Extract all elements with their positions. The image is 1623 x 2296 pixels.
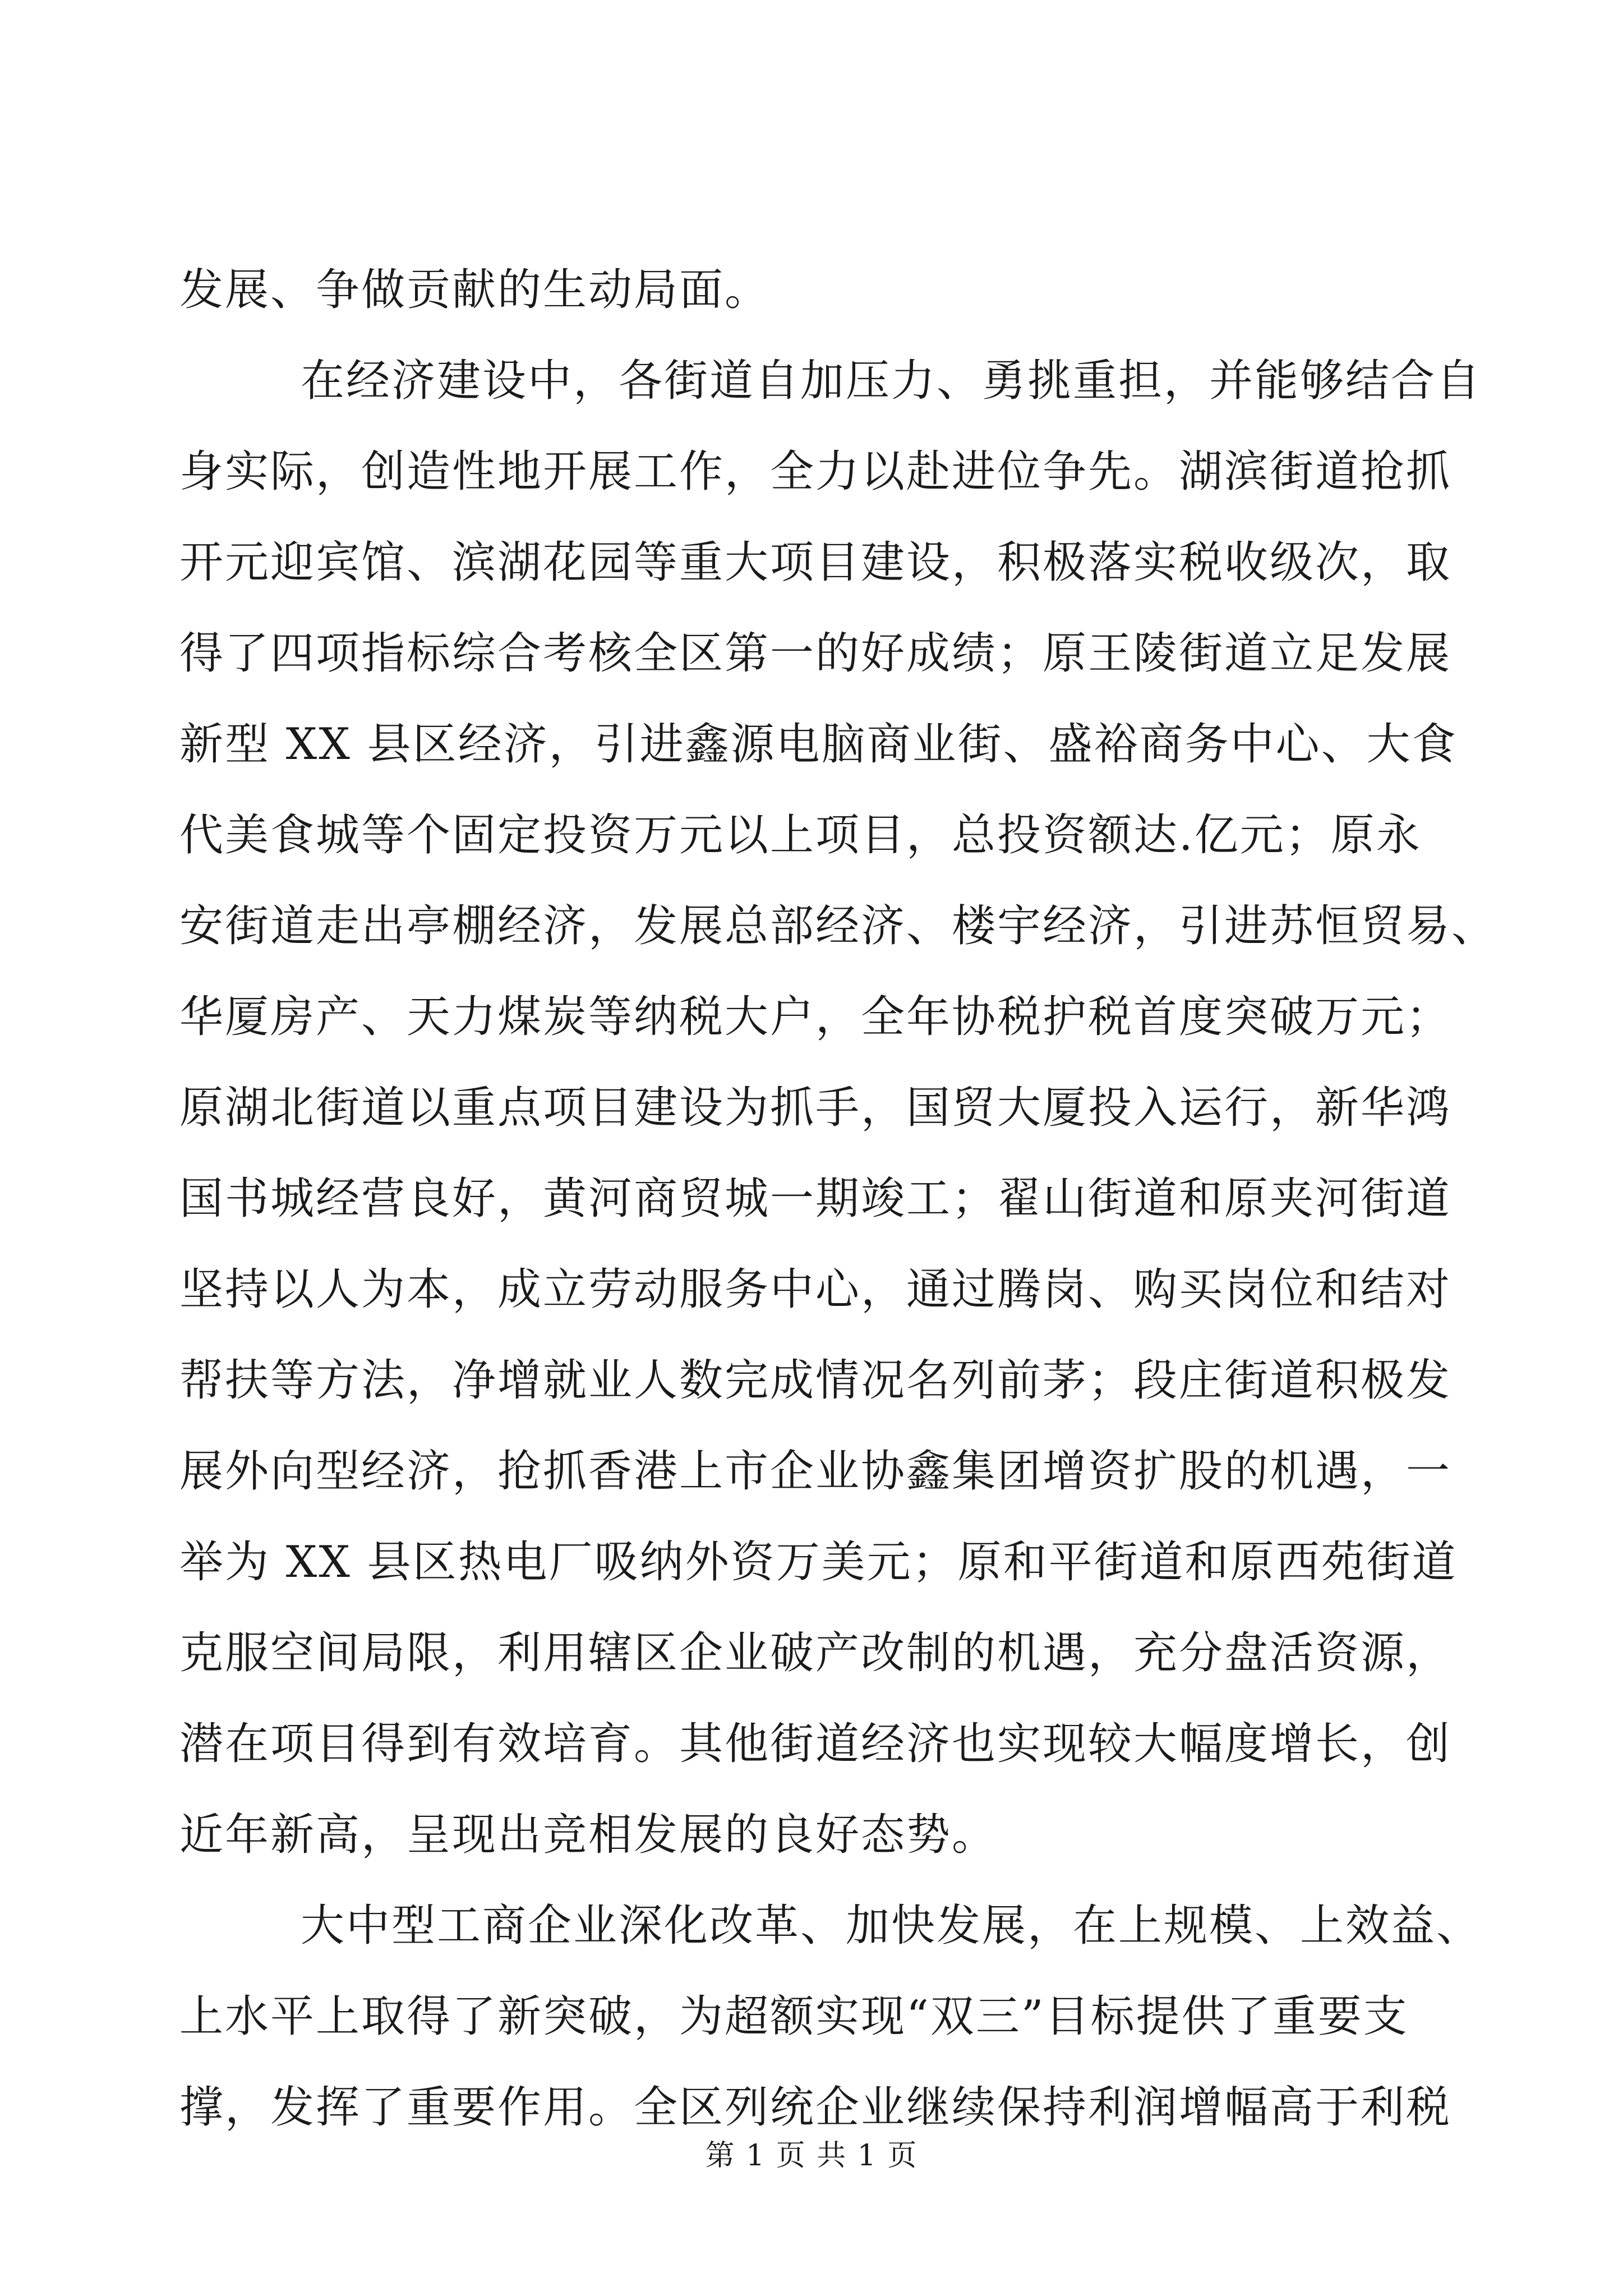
paragraph-first-line: 大中型工商企业深化改革、加快发展，在上规模、上效益、 <box>301 1901 1482 1951</box>
text-line: 克服空间局限，利用辖区企业破产改制的机遇，充分盘活资源， <box>179 1628 1452 1678</box>
text-line: 坚持以人为本，成立劳动服务中心，通过腾岗、购买岗位和结对 <box>179 1264 1452 1315</box>
text-line: 国书城经营良好，黄河商贸城一期竣工；翟山街道和原夹河街道 <box>179 1174 1452 1224</box>
page-number-footer: 第 1 页 共 1 页 <box>705 2139 918 2173</box>
text-line: 新型 XX 县区经济，引进鑫源电脑商业街、盛裕商务中心、大食 <box>179 719 1458 770</box>
text-line: 身实际，创造性地开展工作，全力以赴进位争先。湖滨街道抢抓 <box>179 447 1452 497</box>
text-line: 原湖北街道以重点项目建设为抓手，国贸大厦投入运行，新华鸿 <box>179 1083 1452 1133</box>
text-line: 代美食城等个固定投资万元以上项目，总投资额达.亿元；原永 <box>179 810 1422 861</box>
text-line: 潜在项目得到有效培育。其他街道经济也实现较大幅度增长，创 <box>179 1719 1452 1769</box>
text-line: 举为 XX 县区热电厂吸纳外资万美元；原和平街道和原西苑街道 <box>179 1537 1458 1588</box>
text-line: 帮扶等方法，净增就业人数完成情况名列前茅；段庄街道积极发 <box>179 1355 1452 1406</box>
text-line: 展外向型经济，抢抓香港上市企业协鑫集团增资扩股的机遇，一 <box>179 1446 1452 1497</box>
text-line: 安街道走出亭棚经济，发展总部经济、楼宇经济，引进苏恒贸易、 <box>179 901 1497 951</box>
text-line: 上水平上取得了新突破，为超额实现“双三”目标提供了重要支 <box>179 1991 1409 2042</box>
paragraph-first-line: 在经济建设中，各街道自加压力、勇挑重担，并能够结合自 <box>301 356 1482 406</box>
text-line: 发展、争做贡献的生动局面。 <box>179 265 771 315</box>
text-line: 开元迎宾馆、滨湖花园等重大项目建设，积极落实税收级次，取 <box>179 537 1452 588</box>
text-line: 得了四项指标综合考核全区第一的好成绩；原王陵街道立足发展 <box>179 628 1452 679</box>
text-line: 华厦房产、天力煤炭等纳税大户，全年协税护税首度突破万元； <box>179 992 1452 1042</box>
text-line: 近年新高，呈现出竞相发展的良好态势。 <box>179 1810 998 1860</box>
text-line: 撑，发挥了重要作用。全区列统企业继续保持利润增幅高于利税 <box>179 2082 1452 2133</box>
